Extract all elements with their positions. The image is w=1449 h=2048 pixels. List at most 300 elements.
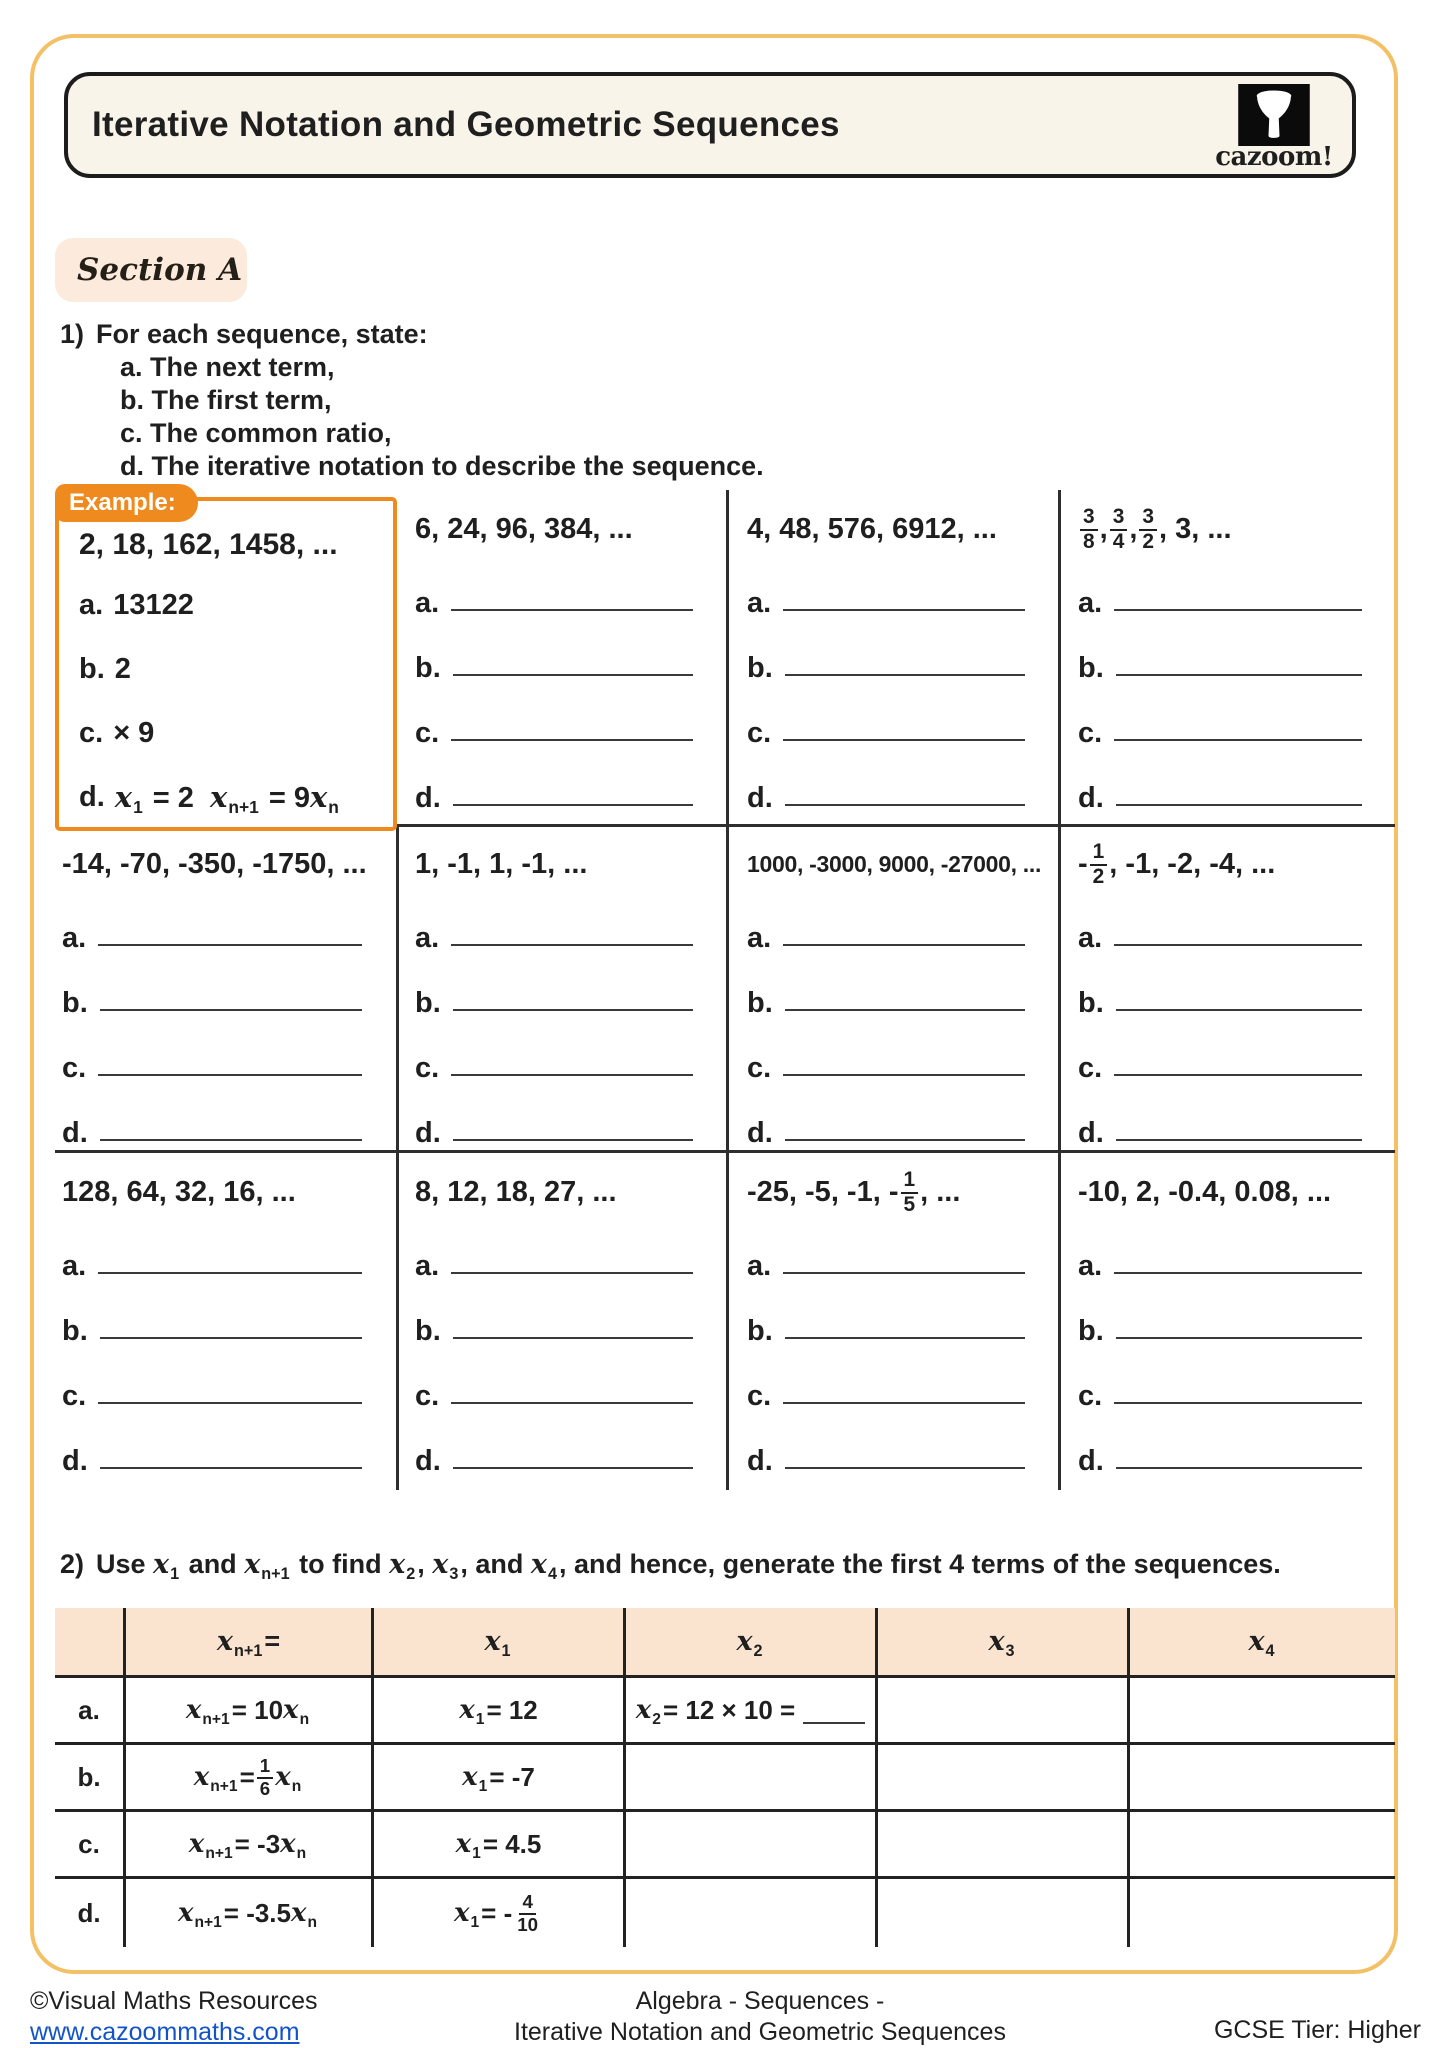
math-variable: $x_n$ — [280, 1829, 307, 1862]
answer-blank[interactable] — [451, 579, 693, 611]
sequence-text — [747, 838, 1047, 890]
answer-label: d. — [747, 1117, 773, 1149]
grid-divider — [396, 824, 1395, 827]
table-cell — [371, 1745, 623, 1812]
answer-row — [62, 1283, 384, 1348]
answer-blank[interactable] — [1114, 579, 1362, 611]
fraction-numerator: 1 — [1090, 841, 1108, 866]
sequence-text — [62, 838, 384, 890]
answer-blank[interactable] — [98, 914, 362, 946]
table-cell — [123, 1812, 371, 1879]
answer-label: c. — [62, 1052, 87, 1084]
math-text: -10, 2, -0.4, 0.08, ... — [1078, 1175, 1332, 1208]
answer-row — [415, 620, 715, 685]
answer-blank[interactable] — [1116, 1109, 1362, 1141]
fraction-denominator: 4 — [1112, 529, 1125, 553]
math-fraction — [1080, 506, 1098, 552]
answer-label: a. — [747, 922, 772, 954]
sequence-text — [1078, 503, 1384, 555]
math-text: -25, -5, -1, - — [747, 1175, 899, 1208]
answer-blank[interactable] — [453, 1307, 693, 1339]
math-subscript: 2 — [753, 1642, 763, 1661]
math-text: = — [239, 1761, 255, 1792]
footer-topic-line1: Algebra - Sequences - — [635, 1987, 885, 2015]
example-answer-value — [115, 653, 131, 686]
answer-label: c. — [747, 1380, 772, 1412]
question-2-prompt-text — [96, 1549, 1281, 1584]
answer-blank[interactable] — [1114, 1044, 1362, 1076]
answer-row — [747, 1085, 1047, 1150]
fraction-numerator: 1 — [257, 1756, 273, 1778]
page-title: Iterative Notation and Geometric Sequences — [92, 105, 840, 144]
answer-label: a. — [415, 587, 440, 619]
math-text: , 3, ... — [1159, 512, 1232, 545]
table-fill-in-cell[interactable] — [875, 1745, 1127, 1812]
table-header-cell — [1127, 1608, 1395, 1678]
answer-blank[interactable] — [785, 774, 1025, 806]
math-text: = - — [481, 1897, 513, 1928]
answer-label: d. — [747, 1445, 773, 1477]
answer-blank[interactable] — [451, 1372, 693, 1404]
math-text: = -7 — [489, 1761, 535, 1792]
table-fill-in-cell[interactable] — [1127, 1812, 1395, 1879]
math-subscript: n+1 — [205, 1844, 233, 1862]
answer-blank[interactable] — [783, 914, 1025, 946]
math-text: = 4.5 — [482, 1828, 542, 1859]
math-variable: $x_n$ — [291, 1898, 318, 1931]
question-1-prompt: For each sequence, state: — [96, 319, 428, 349]
answer-row — [62, 1085, 384, 1150]
math-fraction — [514, 1892, 541, 1934]
fraction-numerator: 4 — [519, 1892, 535, 1914]
answer-label: c. — [747, 717, 772, 749]
example-answer-value — [113, 589, 194, 622]
sequence-cell-r2c4 — [1078, 838, 1384, 1148]
answer-blank[interactable] — [1116, 644, 1362, 676]
math-text: and — [181, 1549, 245, 1579]
fraction-denominator: 6 — [259, 1777, 271, 1799]
answer-label: b. — [62, 987, 88, 1019]
answer-label: d. — [747, 782, 773, 814]
math-variable: $x_n$ — [283, 1695, 310, 1728]
math-subscript: n+1 — [233, 1642, 263, 1661]
answer-label: b. — [747, 1315, 773, 1347]
example-sequence — [79, 517, 383, 573]
footer-topic-line2: Iterative Notation and Geometric Sequences — [514, 2018, 1006, 2046]
math-variable: $x_2$ — [635, 1695, 661, 1728]
answer-row — [62, 1218, 384, 1283]
answer-label: b. — [1078, 987, 1104, 1019]
sequence-text — [747, 503, 1047, 555]
math-text: 13122 — [113, 588, 194, 621]
answer-row — [1078, 1413, 1384, 1478]
table-header-cell — [55, 1608, 123, 1678]
question-1-heading — [60, 318, 764, 351]
question-1-item-a: a. The next term, — [120, 352, 335, 382]
sequence-text — [415, 503, 715, 555]
answer-blank[interactable] — [785, 1437, 1025, 1469]
math-variable: $x_1$ — [153, 1549, 180, 1584]
answer-row — [747, 890, 1047, 955]
cazoom-logo — [1214, 84, 1334, 172]
sequence-cell-r1c4 — [1078, 503, 1384, 821]
math-subscript: 1 — [133, 797, 143, 818]
math-subscript: n — [307, 1913, 318, 1931]
sequence-text — [1078, 838, 1384, 890]
answer-row — [747, 1413, 1047, 1478]
answer-row — [62, 1020, 384, 1085]
answer-blank[interactable] — [1114, 709, 1362, 741]
table-cell — [123, 1678, 371, 1745]
math-variable: $x_{n+1}$ — [177, 1898, 222, 1931]
fraction-denominator: 10 — [517, 1913, 539, 1935]
table-fill-in-cell[interactable] — [623, 1879, 875, 1947]
answer-label: b. — [1078, 652, 1104, 684]
table-header-cell — [123, 1608, 371, 1678]
question-1-item-c: c. The common ratio, — [120, 418, 392, 448]
math-variable: $x_{n+1}$ — [210, 779, 259, 818]
math-variable: $x_n$ — [309, 779, 339, 818]
answer-label: d. — [415, 1117, 441, 1149]
answer-label: d. — [62, 1445, 88, 1477]
math-variable: $x_1$ — [462, 1762, 488, 1795]
answer-label: c. — [415, 717, 440, 749]
math-text: - — [1078, 847, 1088, 880]
answer-row — [415, 1413, 715, 1478]
math-text: 2, 18, 162, 1458, ... — [79, 528, 338, 561]
answer-label: a. — [62, 1250, 87, 1282]
footer-website-link[interactable]: www.cazoommaths.com — [30, 2018, 300, 2046]
answer-row — [1078, 1283, 1384, 1348]
math-subscript: 1 — [170, 1565, 180, 1584]
answer-label: b. — [79, 652, 105, 685]
math-subscript: n — [296, 1844, 307, 1862]
answer-label: c. — [1078, 717, 1103, 749]
answer-blank[interactable] — [100, 1109, 362, 1141]
answer-blank[interactable] — [1114, 1372, 1362, 1404]
math-text: × 9 — [113, 716, 155, 749]
table-header-cell — [875, 1608, 1127, 1678]
math-text: 8, 12, 18, 27, ... — [415, 1175, 617, 1208]
math-variable: $x_{n+1}$ — [185, 1695, 230, 1728]
answer-blank[interactable] — [100, 1307, 362, 1339]
table-fill-in-cell[interactable] — [875, 1879, 1127, 1947]
answer-blank[interactable] — [453, 1437, 693, 1469]
math-subscript: 1 — [501, 1642, 511, 1661]
fraction-denominator: 2 — [1092, 864, 1105, 888]
math-text: 128, 64, 32, 16, ... — [62, 1175, 296, 1208]
table-row-label: d. — [77, 1897, 101, 1928]
answer-label: d. — [1078, 1117, 1104, 1149]
answer-blank[interactable] — [100, 979, 362, 1011]
answer-row — [747, 955, 1047, 1020]
answer-label: a. — [1078, 922, 1103, 954]
math-subscript: n — [328, 797, 339, 818]
math-text: 1000, -3000, 9000, -27000, ... — [747, 850, 1042, 877]
math-text: , -1, -2, -4, ... — [1109, 847, 1276, 880]
math-text: = -3.5 — [223, 1897, 291, 1928]
table-fill-in-cell[interactable] — [875, 1812, 1127, 1879]
answer-blank[interactable] — [453, 1109, 693, 1141]
answer-blank[interactable] — [451, 1044, 693, 1076]
fraction-denominator: 5 — [903, 1192, 916, 1216]
sequence-cell-r3c3 — [747, 1166, 1047, 1486]
answer-row — [415, 1218, 715, 1283]
answer-blank[interactable] — [451, 709, 693, 741]
sequence-cell-r2c2 — [415, 838, 715, 1148]
answer-row — [747, 1020, 1047, 1085]
answer-blank[interactable] — [451, 1242, 693, 1274]
grid-divider — [55, 1150, 1395, 1153]
math-variable: $x_3$ — [432, 1549, 459, 1584]
answer-row — [62, 1348, 384, 1413]
math-text: = 9 — [260, 781, 310, 814]
answer-blank[interactable] — [785, 1109, 1025, 1141]
table-header-cell — [371, 1608, 623, 1678]
answer-row — [415, 1283, 715, 1348]
math-variable: $x_{n+1}$ — [216, 1626, 263, 1661]
answer-label: c. — [62, 1380, 87, 1412]
math-text: , and hence, generate the first 4 terms of the sequences. — [559, 1549, 1281, 1579]
answer-label: b. — [747, 987, 773, 1019]
answer-row — [1078, 620, 1384, 685]
answer-row — [62, 890, 384, 955]
math-text: Use — [96, 1549, 154, 1579]
math-text: 4, 48, 576, 6912, ... — [747, 512, 997, 545]
math-subscript: 1 — [472, 1844, 481, 1862]
table-cell — [371, 1678, 623, 1745]
math-subscript: n+1 — [228, 797, 259, 818]
example-box — [55, 497, 397, 831]
math-fraction — [1139, 506, 1157, 552]
answer-label: d. — [415, 782, 441, 814]
math-fraction — [1090, 841, 1108, 887]
answer-blank[interactable] — [451, 914, 693, 946]
answer-label: b. — [415, 652, 441, 684]
answer-blank[interactable] — [783, 1372, 1025, 1404]
answer-label: d. — [79, 780, 105, 813]
sequence-cell-r1c3 — [747, 503, 1047, 821]
answer-label: a. — [62, 922, 87, 954]
footer-center — [260, 1986, 1260, 2048]
answer-label: c. — [415, 1380, 440, 1412]
table-fill-in-cell[interactable] — [623, 1812, 875, 1879]
title-box — [64, 72, 1356, 178]
question-1-number: 1) — [60, 319, 85, 349]
answer-row — [1078, 1218, 1384, 1283]
math-subscript: 1 — [478, 1777, 488, 1795]
sequence-text — [415, 838, 715, 890]
answer-label: b. — [747, 652, 773, 684]
math-fraction — [1110, 506, 1128, 552]
math-variable: $x_1$ — [484, 1626, 511, 1661]
example-answer-row — [79, 573, 383, 637]
answer-blank[interactable] — [1114, 914, 1362, 946]
fraction-numerator: 3 — [1110, 506, 1128, 531]
math-subscript: n — [299, 1710, 310, 1728]
answer-row — [747, 620, 1047, 685]
math-subscript: 3 — [1005, 1642, 1015, 1661]
answer-row — [415, 555, 715, 620]
math-subscript: 4 — [548, 1565, 558, 1584]
sequence-cell-r1c2 — [415, 503, 715, 821]
answer-label: c. — [1078, 1052, 1103, 1084]
sequence-text — [415, 1166, 715, 1218]
answer-row — [1078, 750, 1384, 815]
example-answer-value — [113, 717, 154, 750]
answer-label: a. — [79, 588, 104, 621]
answer-row — [1078, 1348, 1384, 1413]
table-fill-in-cell[interactable] — [1127, 1745, 1395, 1812]
math-subscript: n+1 — [261, 1565, 290, 1584]
answer-blank[interactable] — [100, 1437, 362, 1469]
answer-blank[interactable] — [785, 1307, 1025, 1339]
answer-blank[interactable] — [783, 579, 1025, 611]
fraction-denominator: 2 — [1142, 529, 1154, 553]
math-text: 6, 24, 96, 384, ... — [415, 512, 633, 545]
answer-blank[interactable] — [785, 644, 1025, 676]
answer-blank[interactable] — [1116, 1437, 1362, 1469]
answer-row — [747, 1218, 1047, 1283]
math-text: , — [1129, 512, 1138, 545]
sequence-cell-r3c2 — [415, 1166, 715, 1486]
drum-icon — [1235, 84, 1313, 146]
question-1-intro — [60, 318, 764, 483]
answer-row — [1078, 1085, 1384, 1150]
math-text: = 2 — [144, 781, 211, 814]
math-text: , ... — [920, 1175, 961, 1208]
answer-label: b. — [1078, 1315, 1104, 1347]
answer-blank[interactable] — [783, 1044, 1025, 1076]
math-variable: $x_n$ — [275, 1762, 302, 1795]
answer-blank[interactable] — [1116, 979, 1362, 1011]
answer-row — [415, 955, 715, 1020]
answer-row — [1078, 890, 1384, 955]
answer-label: b. — [415, 1315, 441, 1347]
math-variable: $x_4$ — [530, 1549, 558, 1584]
answer-blank[interactable] — [98, 1372, 362, 1404]
math-text: , — [1099, 512, 1108, 545]
math-text: 2 — [114, 652, 131, 685]
math-fraction — [901, 1169, 919, 1215]
answer-blank[interactable] — [98, 1242, 362, 1274]
fraction-numerator: 1 — [901, 1169, 919, 1194]
table-fill-in-cell[interactable] — [623, 1745, 875, 1812]
answer-blank[interactable] — [98, 1044, 362, 1076]
answer-blank[interactable] — [803, 1696, 865, 1724]
example-answer-row — [79, 637, 383, 701]
math-text: = — [264, 1626, 281, 1656]
math-subscript: 3 — [449, 1565, 459, 1584]
answer-row — [747, 1283, 1047, 1348]
math-variable: $x_2$ — [736, 1626, 763, 1661]
answer-blank[interactable] — [453, 644, 693, 676]
sequence-cell-r3c1 — [62, 1166, 384, 1486]
answer-row — [1078, 685, 1384, 750]
answer-label: c. — [747, 1052, 772, 1084]
math-text: to find — [291, 1549, 390, 1579]
math-fraction — [257, 1756, 273, 1798]
answer-row — [62, 1413, 384, 1478]
answer-blank[interactable] — [785, 979, 1025, 1011]
math-variable: $x_3$ — [988, 1626, 1015, 1661]
math-subscript: n+1 — [210, 1777, 238, 1795]
answer-label: d. — [1078, 782, 1104, 814]
sequence-cell-r2c1 — [62, 838, 384, 1148]
math-text: = -3 — [234, 1828, 281, 1859]
math-subscript: 1 — [475, 1710, 485, 1728]
answer-blank[interactable] — [1116, 774, 1362, 806]
fraction-denominator: 8 — [1083, 529, 1095, 553]
math-text: = 12 × 10 = — [662, 1694, 796, 1725]
table-header-cell — [623, 1608, 875, 1678]
answer-blank[interactable] — [1116, 1307, 1362, 1339]
answer-label: c. — [79, 716, 104, 749]
answer-blank[interactable] — [453, 774, 693, 806]
fraction-numerator: 3 — [1080, 506, 1098, 531]
grid-divider — [396, 826, 399, 1490]
example-answer-row — [79, 765, 383, 829]
answer-row — [747, 1348, 1047, 1413]
math-text: , and — [460, 1549, 531, 1579]
math-variable: $x_1$ — [459, 1695, 485, 1728]
answer-label: b. — [62, 1315, 88, 1347]
math-variable: $x_1$ — [114, 779, 143, 818]
example-body — [79, 517, 383, 829]
math-subscript: 2 — [406, 1565, 416, 1584]
math-text: 1, -1, 1, -1, ... — [415, 847, 588, 880]
fraction-numerator: 3 — [1139, 506, 1157, 531]
table-fill-in-cell[interactable] — [1127, 1879, 1395, 1947]
sequence-cell-r3c4 — [1078, 1166, 1384, 1486]
table-row-label: a. — [55, 1678, 123, 1745]
answer-row — [415, 890, 715, 955]
math-subscript: n+1 — [202, 1710, 230, 1728]
table-fill-in-cell[interactable] — [875, 1678, 1127, 1745]
answer-blank[interactable] — [783, 1242, 1025, 1274]
math-variable: $x_1$ — [455, 1829, 481, 1862]
grid-divider — [1058, 490, 1061, 826]
sequence-text — [62, 1166, 384, 1218]
section-a-label: Section A — [55, 238, 247, 302]
sequence-cell-r2c3 — [747, 838, 1047, 1148]
answer-label: a. — [1078, 1250, 1103, 1282]
math-text: , — [417, 1549, 433, 1579]
sequence-text — [1078, 1166, 1384, 1218]
answer-blank[interactable] — [1114, 1242, 1362, 1274]
answer-blank[interactable] — [783, 709, 1025, 741]
answer-row — [415, 1020, 715, 1085]
footer-tier: GCSE Tier: Higher — [1213, 2016, 1421, 2044]
answer-row — [415, 750, 715, 815]
answer-label: b. — [415, 987, 441, 1019]
table-cell — [371, 1879, 623, 1947]
table-cell — [371, 1812, 623, 1879]
answer-label: d. — [415, 1445, 441, 1477]
math-variable: $x_{n+1}$ — [188, 1829, 233, 1862]
math-subscript: n+1 — [194, 1913, 222, 1931]
grid-divider — [726, 490, 729, 826]
footer-copyright: ©Visual Maths Resources — [30, 1987, 318, 2015]
answer-label: a. — [747, 1250, 772, 1282]
math-variable: $x_4$ — [1248, 1626, 1275, 1661]
answer-label: c. — [415, 1052, 440, 1084]
answer-row — [1078, 555, 1384, 620]
table-fill-in-cell[interactable] — [1127, 1678, 1395, 1745]
answer-blank[interactable] — [453, 979, 693, 1011]
answer-row — [747, 685, 1047, 750]
math-text: = 10 — [231, 1694, 284, 1725]
